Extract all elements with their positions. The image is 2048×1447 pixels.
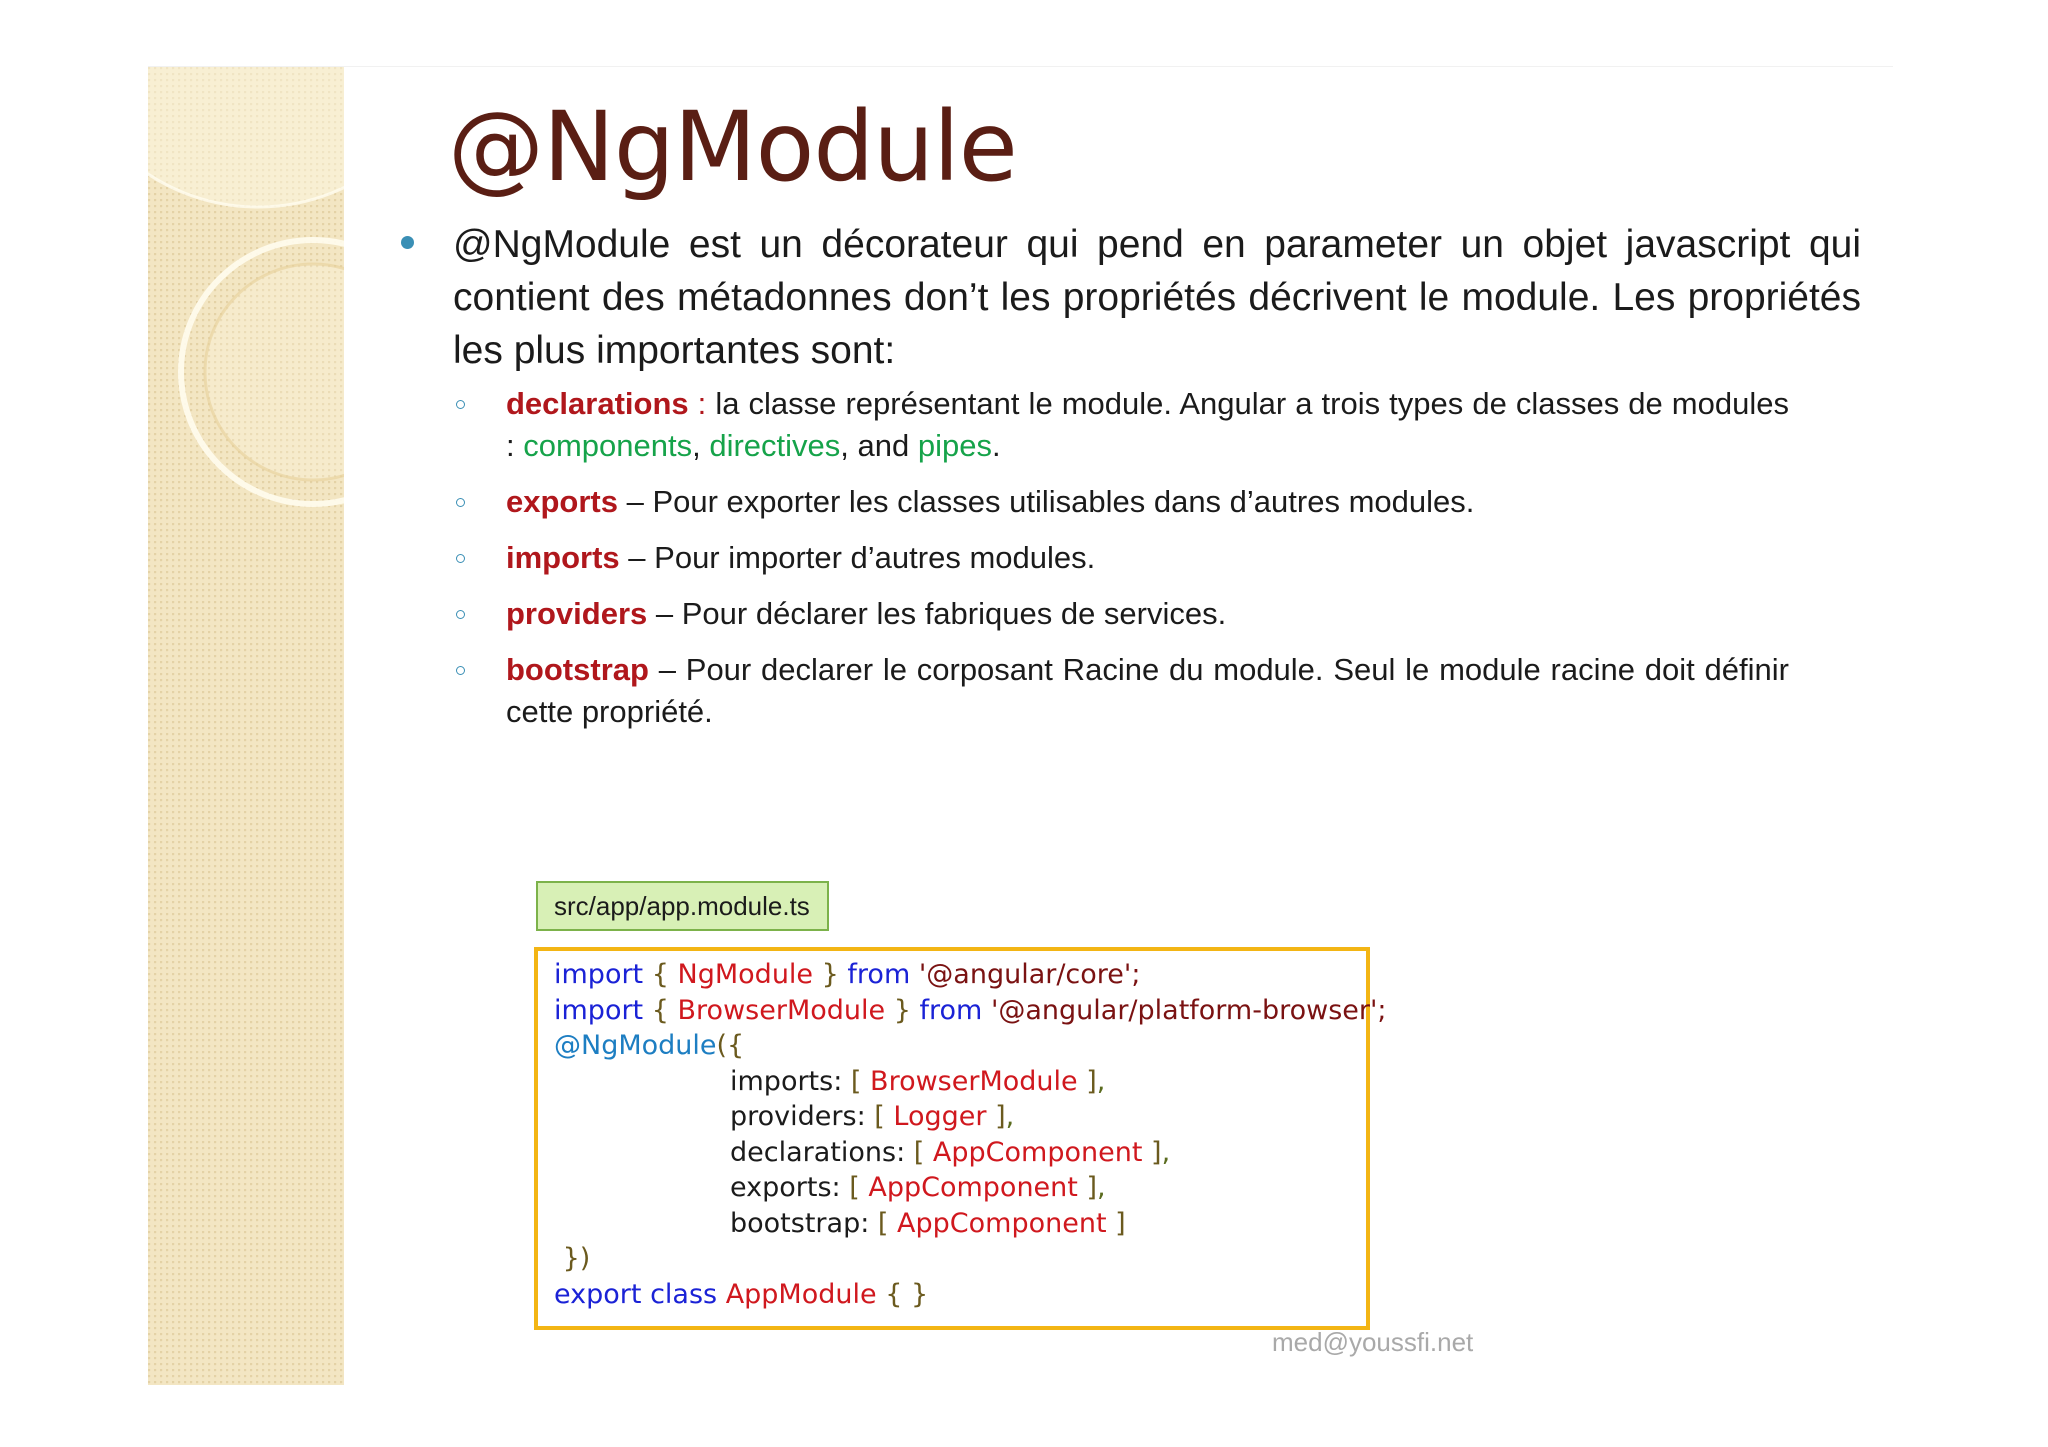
keyword-imports: imports [506,540,620,575]
keyword-exports: exports [506,484,618,519]
bullet-ring-icon [456,554,465,563]
period: . [991,428,1001,463]
list-item-imports [453,537,1789,579]
page-title: @NgModule [448,91,1017,203]
bullet-ring-icon [456,610,465,619]
exports-text: – Pour exporter les classes utilisables dans d’autres modules. [617,484,1475,519]
type-pipes: pipes [917,428,992,463]
keyword-providers: providers [506,596,648,631]
providers-text: – Pour déclarer les fabriques de services. [647,596,1227,631]
list-item-bootstrap [453,649,1789,733]
property-list [453,383,1943,747]
footer-email: med@youssfi.net [1272,1327,1474,1357]
slide [148,66,1893,1385]
intro-text: @NgModule est un décorateur qui pend en parameter un objet javascript qui contient des métadonnes don’t les propriétés décrivent le module. Les propriétés les plus importantes sont: [453,223,1861,372]
list-item-providers [453,593,1789,635]
type-directives: directives [709,428,841,463]
declarations-text: la classe représentant le module. Angular a trois types de classes de modules : [506,386,1789,463]
bullet-ring-icon [456,666,465,675]
separator: : [688,386,716,421]
file-path-label: src/app/app.module.ts [536,881,829,931]
list-item-declarations [453,383,1789,467]
keyword-declarations: declarations [506,386,689,421]
code-block [534,947,1387,1330]
sidebar-decoration [148,67,344,1385]
bullet-ring-icon [456,498,465,507]
decorative-circles-icon [148,67,344,1385]
keyword-bootstrap: bootstrap [506,652,649,687]
bullet-dot-icon [401,236,414,249]
and-text: , and [840,428,918,463]
imports-text: – Pour importer d’autres modules. [619,540,1096,575]
code-text: import { NgModule } from '@angular/core'; import { BrowserModule } from '@angular/platform-browser'; @NgModule({ imports: [ BrowserModule ], providers: [ Logger ], declarations: [ AppComponent ], exports: [ AppComponent ], bootstrap: [ AppComponent ] }) export class AppModule { } [554,959,1387,1310]
type-components: components [523,428,693,463]
comma: , [692,428,710,463]
bootstrap-text: – Pour declarer le corposant Racine du module. Seul le module racine doit définir cette propriété. [506,652,1789,729]
bullet-ring-icon [456,400,465,409]
list-item-exports [453,481,1789,523]
